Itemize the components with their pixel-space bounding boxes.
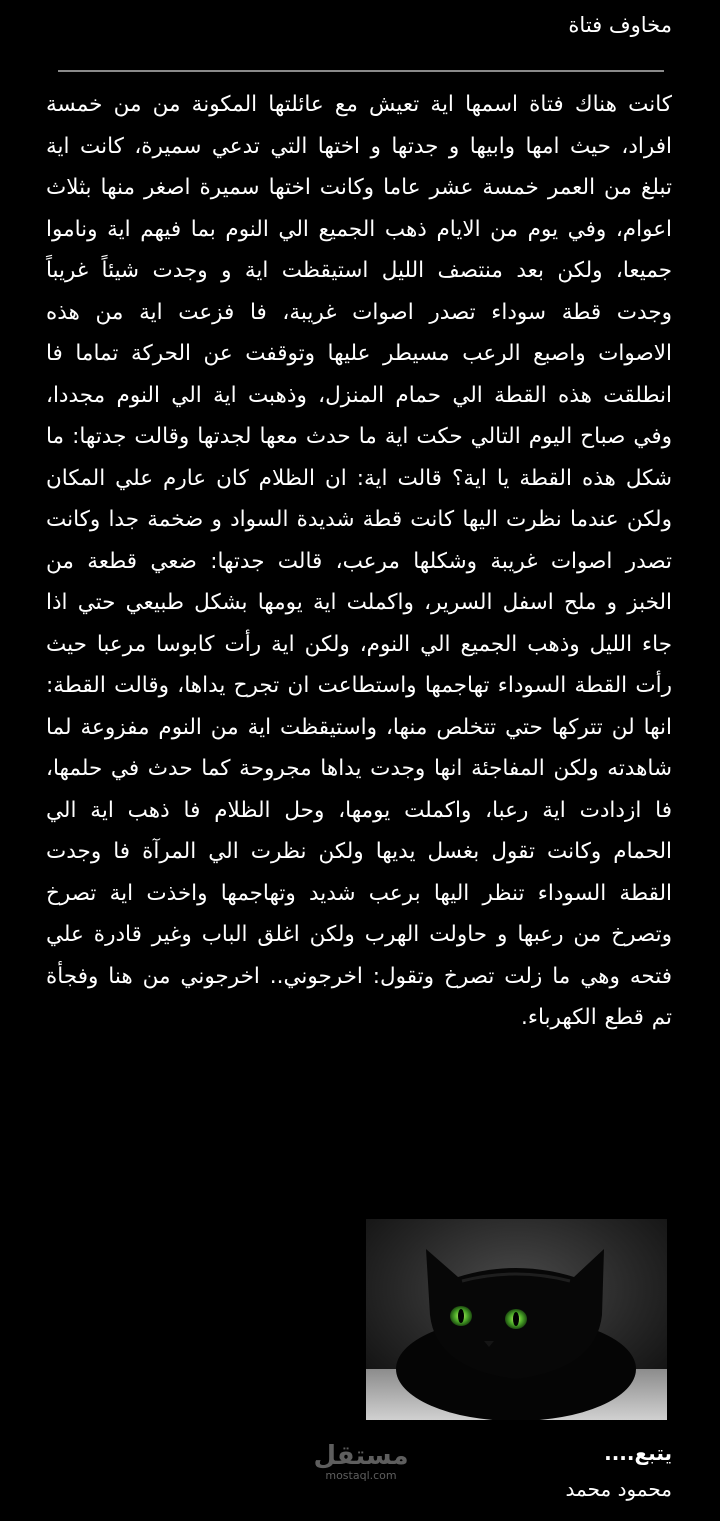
author-name: محمود محمد [565, 1477, 672, 1501]
title-divider [58, 70, 664, 72]
watermark-arabic: مستقل [313, 1441, 409, 1471]
story-title: مخاوف فتاة [568, 13, 672, 37]
mostaql-watermark [313, 1442, 409, 1482]
black-cat-illustration [366, 1219, 667, 1420]
to-be-continued: يتبع.... [604, 1441, 672, 1465]
black-cat-image [366, 1219, 667, 1420]
watermark-latin: mostaql.com [325, 1469, 397, 1482]
story-body: كانت هناك فتاة اسمها اية تعيش مع عائلتها المكونة من من خمسة افراد، حيث امها وابيها و جدتها و اختها التي تدعي سميرة، كانت اية تبلغ من العمر خمسة عشر عاما وكانت اختها سميرة اصغر منها بثلاث اعوام، وفي يوم من الايام ذهب الجميع الي النوم بما فيهم اية وناموا جميعا، ولكن بعد منتصف الليل استيقظت اية و وجدت شيئاً غريباً وجدت قطة سوداء تصدر اصوات غريبة، فا فزعت اية من هذه الاصوات واصبع الرعب مسيطر عليها وتوقفت عن الحركة تماما فا انطلقت هذه القطة الي حمام المنزل، وذهبت اية الي النوم مجددا، وفي صباح اليوم التالي حكت اية ما حدث معها لجدتها وقالت جدتها: ما شكل هذه القطة يا اية؟ قالت اية: ان الظلام كان عارم علي المكان ولكن عندما نظرت اليها كانت قطة شديدة السواد و ضخمة جدا وكانت تصدر اصوات غريبة وشكلها مرعب، قالت جدتها: ضعي قطعة من الخبز و ملح اسفل السرير، واكملت اية يومها بشكل طبيعي حتي اذا جاء الليل وذهب الجميع الي النوم، ولكن اية رأت كابوسا مرعبا حيث رأت القطة السوداء تهاجمها واستطاعت ان تجرح يداها، وقالت القطة: انها لن تتركها حتي تتخلص منها، واستيقظت اية من النوم مفزوعة لما شاهدته ولكن المفاجئة انها وجدت يداها مجروحة كما حدث في حلمها، فا ازدادت اية رعبا، واكملت يومها، وحل الظلام فا ذهب اية الي الحمام وكانت تقول بغسل يديها ولكن نظرت الي المرآة فا وجدت القطة السوداء تنظر اليها برعب شديد وتهاجمها واخذت اية تصرخ وتصرخ من رعبها و حاولت الهرب ولكن اغلق الباب وغير قادرة علي فتحه وهي ما زلت تصرخ وتقول: اخرجوني.. اخرجوني من هنا وفجأة تم قطع الكهرباء. [46, 92, 672, 1030]
